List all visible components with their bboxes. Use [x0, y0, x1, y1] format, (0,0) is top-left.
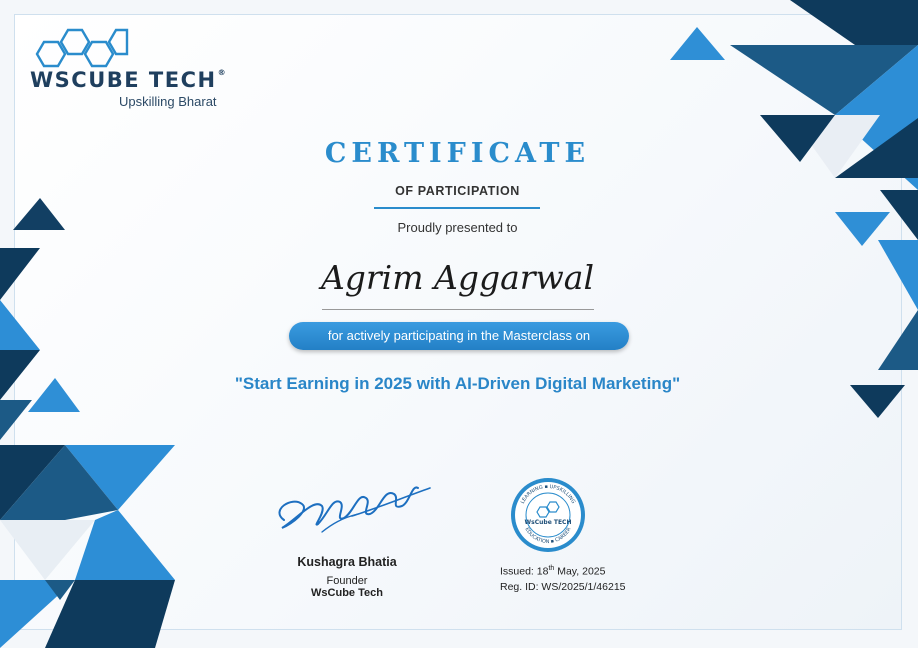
recipient-name: Agrim Aggarwal: [320, 258, 595, 297]
issued-date: Issued: 18th May, 2025: [500, 565, 606, 578]
logo-wordmark: WSCUBE TECH®: [30, 68, 228, 92]
subtitle-underline: [374, 207, 540, 209]
signature-block: [262, 458, 442, 608]
name-underline: [322, 309, 594, 310]
signer-organization: WsCube Tech: [311, 587, 383, 599]
signature-image: [262, 458, 442, 548]
certificate-title: CERTIFICATE: [324, 138, 591, 169]
course-title: "Start Earning in 2025 with AI-Driven Digital Marketing": [234, 374, 681, 393]
certificate-subtitle: OF PARTICIPATION: [395, 184, 520, 198]
wscube-logo: [27, 26, 242, 116]
svg-text:EDUCATION ▪ CAREER: EDUCATION ▪ CAREER: [523, 526, 573, 546]
signer-name: Kushagra Bhatia: [297, 555, 397, 569]
registration-id: Reg. ID: WS/2025/1/46215: [500, 581, 626, 593]
signer-role: Founder: [326, 575, 368, 587]
presented-to-text: Proudly presented to: [397, 220, 518, 235]
official-seal-icon: [509, 476, 587, 554]
logo-tagline: Upskilling Bharat: [119, 94, 217, 109]
svg-text:WsCube TECH: WsCube TECH: [524, 519, 572, 526]
svg-text:LEARNING ▪ UPSKILLING: LEARNING ▪ UPSKILLING: [519, 483, 577, 505]
hexagon-logo-icon: [27, 26, 137, 68]
participation-banner: for actively participating in the Masterclass on: [289, 322, 629, 350]
